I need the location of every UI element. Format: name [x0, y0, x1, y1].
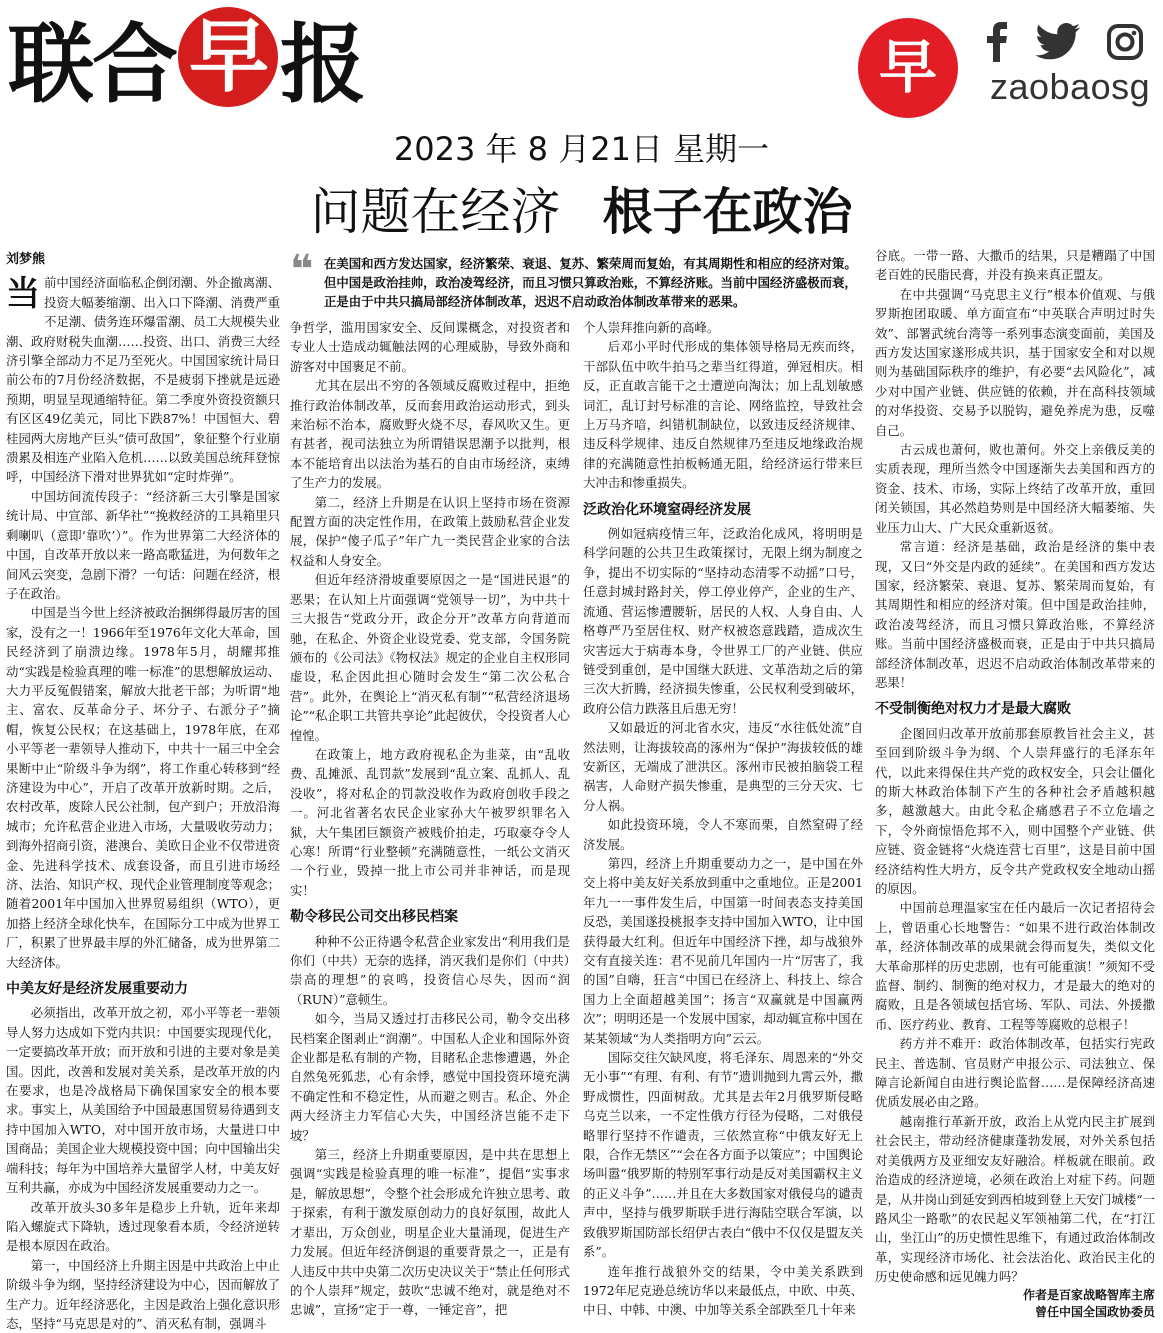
logo-part-a: 联合 — [8, 15, 176, 115]
article-column-1 — [6, 250, 280, 1331]
article-column-3 — [583, 318, 863, 1318]
paragraph: 尤其在层出不穷的各领域反腐败过程中，拒绝推行政治体制改革，反而套用政治运动形式，到头来治标不治本，腐败野火烧不尽，春风吹又生。更有甚者，视司法独立为所谓错误思潮予以批判，根本不能培育出以法治为基石的自由市场经济，束缚了生产力的发展。 — [290, 378, 570, 491]
social-handle[interactable]: zaobaosg — [990, 66, 1151, 107]
masthead — [0, 0, 1163, 120]
paragraph-text: 前中国经济面临私企倒闭潮、外企撤离潮、投资大幅萎缩潮、出入口下降潮、消费严重不足潮、债务连环爆雷潮、员工大规模失业潮、政府财税失血潮……投资、出口、消费三大经济引擎全部动力不足乃至死火。中国国家统计局日前公布的7月份经济数据，不是疲弱下挫就是远逊预期，明显呈现通缩特征。第二季度外资投资额只有区区49亿美元，同比下跌87%！中国恒大、碧桂园两大房地产巨头“债可敌国”，象征整个行业崩溃累及相连产业陷入危机……以致美国总统拜登惊呼，中国经济下滑对世界犹如“定时炸弹”。 — [6, 275, 280, 485]
paragraph: 中国前总理温家宝在任内最后一次记者招待会上，曾语重心长地警告：“如果不进行政治体制改革，经济体制改革的成果就会得而复失，类似文化大革命那样的历史悲剧，也有可能重演！”须知不受监督、制约、制衡的绝对权力，才是最大的绝对的腐败，且是各领域包括官场、军队、司法、外援撒币、医疗药业、教育、工程等等腐败的总根子！ — [875, 900, 1155, 1032]
paragraph: 第四，经济上升期重要动力之一，是中国在外交上将中美友好关系放到重中之重地位。正是2001年九一一事件发生后，中国第一时间表态支持美国反恐，美国遂投桃报李支持中国加入WTO，让中国获得最大红利。但近年中国经济下挫，却与战狼外交有直接关连：君不见前几年国内一片“厉害了，我的国”自嗨，狂言“中国已在经济上、科技上、综合国力上全面超越美国”；扬言“双赢就是中国赢两次”；明明还是一个发展中国家，却动辄宣称中国在某某领域“为人类指明方向”云云。 — [583, 855, 863, 1046]
paragraph: 谷底。一带一路、大撒币的结果，只是糟蹋了中国老百姓的民脂民膏，并没有换来真正盟友。 — [875, 248, 1155, 283]
paragraph: 例如冠病疫情三年，泛政治化成风，将明明是科学问题的公共卫生政策探讨，无限上纲为制度之争，提出不切实际的“坚持动态清零不动摇”口号，任意封城封路封关，停工停业停产，企业的生产、流通、营运惨遭腰斩，居民的人权、人身自由、人格尊严乃至居住权、财产权被恣意践踏，造成次生灾害远大于病毒本身，令世界工厂的产业链、供应链受到重创，是中国继大跃进、文革浩劫之后的第三次大折腾，经济损失惨重，公民权利受到破坏，政府公信力跌落且后患无穷！ — [583, 526, 863, 716]
headline-part-2: 根子在政治 — [602, 183, 853, 241]
section-heading: 勒令移民公司交出移民档案 — [290, 909, 458, 926]
paragraph: 药方并不难开：政治体制改革，包括实行宪政民主、普选制、官员财产申报公示、司法独立、保障言论新闻自由进行舆论监督……是保障经济高速优质发展必由之路。 — [875, 1036, 1155, 1110]
drop-cap: 当 — [6, 274, 40, 315]
article-column-2 — [290, 318, 570, 1318]
paragraph: 后邓小平时代形成的集体领导格局无疾而终，干部队伍中吹牛拍马之辈当红得道，弹冠相庆。相反，正直敢言能干之士遭逆向淘汰；加上乱划敏感词汇，乱订封号标准的言论、网络监控，导致社会上万马齐喑，纠错机制缺位，以致违反经济规律、违反科学规律、违反自然规律乃至违反地缘政治规律的充满随意性拍板畅通无阻，给经济运行带来巨大冲击和惨重损失。 — [583, 339, 863, 491]
paragraph: 但近年经济滑坡重要原因之一是“国进民退”的恶果；在认知上片面强调“党领导一切”，为中共十三大报告“党政分开，政企分开”改革方向背道而驰，在私企、外资企业设党委、党支部，令国务院颁布的《公司法》《物权法》规定的企业自主权形同虚设，私企因此担心随时会发生“第二次公私合营”。此外，在舆论上“消灭私有制”“私营经济退场论”“私企职工共管共享论”此起彼伏，令投资者人心惶惶。 — [290, 572, 570, 743]
paragraph: 第一，中国经济上升期主因是中共政治上中止阶级斗争为纲，坚持经济建设为中心，因而解放了生产力。近年经济恶化，主因是政治上强化意识形态，坚持“马克思是对的”、消灭私有制，强调斗 — [6, 1257, 280, 1331]
quote-mark-icon: ❝ — [290, 247, 314, 293]
author-bio-line: 作者是百家战略智库主席 — [1022, 1287, 1155, 1302]
paragraph — [6, 273, 280, 486]
paragraph: 种种不公正待遇令私营企业家发出“利用我们是你们（中共）无奈的选择，消灭我们是你们（中共）崇高的理想”的哀鸣，投资信心尽失，因而“润（RUN）”意顿生。 — [290, 933, 570, 1007]
publication-date: 2023 年 8 月21日 星期一 — [393, 130, 770, 168]
paragraph: 如此投资环境，令人不寒而栗，自然窒碍了经济发展。 — [583, 817, 863, 852]
paragraph: 个人崇拜推向新的高峰。 — [583, 320, 720, 335]
article-column-4 — [875, 246, 1155, 1319]
facebook-icon[interactable] — [985, 22, 1009, 66]
pull-quote — [290, 247, 862, 310]
author-name: 刘梦熊 — [6, 252, 46, 267]
paragraph: 中国坊间流传段子：“经济新三大引擎是国家统计局、中宣部、新华社”“挽救经济的工具箱里只剩喇叭（意即‘靠吹’）”。作为世界第二大经济体的中国，自改革开放以来一路高歌猛进，为何数年之间风云突变，急剧下滑？一句话：问题在经济，根子在政治。 — [6, 488, 280, 601]
paragraph: 在政策上，地方政府视私企为韭菜，由“乱收费、乱摊派、乱罚款”发展到“乱立案、乱抓人、乱没收”，将对私企的罚款没收作为政府创收手段之一。河北省著名农民企业家孙大午被罗织罪名入狱，大午集团巨额资产被贱价拍走，巧取豪夺令人心寒！所谓“行业整顿”充满随意性，一纸公文消灭一个行业，毁掉一批上市公司并非神话，而是现实！ — [290, 746, 570, 898]
author-bio-line: 曾任中国全国政协委员 — [1034, 1304, 1155, 1319]
paragraph: 争哲学，滥用国家安全、反间谍概念，对投资者和专业人士造成动辄触法网的心理威胁，导致外商和游客对中国裹足不前。 — [290, 320, 570, 374]
paragraph: 古云成也萧何，败也萧何。外交上亲俄反美的实质表现，理所当然令中国逐渐失去美国和西方的资金、技术、市场，实际上终结了改革开放，重回闭关锁国，其必然趋势则是中国经济大幅萎缩、失业压力山大、广大民众重新返贫。 — [875, 442, 1155, 535]
paragraph: 必须指出，改革开放之初，邓小平等老一辈领导人努力达成如下党内共识：中国要实现现代化，一定要搞改革开放；而开放和引进的主要对象是美国。因此，改善和发展对美关系，是改革开放的内在要求，也是冷战格局下确保国家安全的根本要求。事实上，从美国给予中国最惠国贸易待遇到支持中国加入WTO，对中国开放市场，大量进口中国商品；美国企业大规模投资中国；向中国输出尖端科技；每年为中国培养大量留学人材，中美友好互利共赢，亦成为中国经济发展重要动力之一。 — [6, 1005, 280, 1196]
section-heading: 中美友好是经济发展重要动力 — [6, 981, 188, 998]
social-icons — [985, 22, 1143, 66]
paragraph: 第二，经济上升期是在认识上坚持市场在资源配置方面的决定性作用，在政策上鼓励私营企业发展，保护“傻子瓜子”年广九一类民营企业家的合法权益和人身安全。 — [290, 494, 570, 568]
paragraph: 越南推行革新开放，政治上从党内民主扩展到社会民主，带动经济健康蓬勃发展，对外关系包括对美俄两方及亚细安友好融洽。样板就在眼前。政治造成的经济逆境，必须在政治上对症下药。问题是，从井岗山到延安到西柏坡到登上天安门城楼“一路风尘一路歌”的农民起义军领袖第二代，在“打江山，坐江山”的历史惯性思维下，有通过政治体制改革，实现经济市场化、社会法治化、政治民主化的历史使命感和远见魄力吗？ — [875, 1113, 1155, 1285]
twitter-icon[interactable] — [1035, 23, 1081, 65]
article-headline — [0, 172, 1163, 244]
paragraph: 连年推行战狼外交的结果，令中美关系跌到1972年尼克逊总统访华以来最低点，中欧、中英、中日、中韩、中澳、中加等关系全部跌至几十年来 — [583, 1263, 863, 1318]
pull-quote-text: 在美国和西方发达国家，经济繁荣、衰退、复苏、繁荣周而复始，有其周期性和相应的经济对策。但中国是政治挂帅，政治凌驾经济，而且习惯只算政治账，不算经济账。当前中国经济盛极而衰，正是由于中共只搞局部经济体制改革，迟迟不启动政治体制改革带来的恶果。 — [324, 256, 857, 310]
logo-part-b: 报 — [280, 15, 364, 115]
headline-part-1: 问题在经济 — [310, 183, 561, 241]
paragraph: 如今，当局又透过打击移民公司，勒令交出移民档案企图剥止“润潮”。中国私人企业和国际外资企业都是私有制的产物，目睹私企悲惨遭遇，外企自然兔死狐悲，心有余悸，感觉中国投资环境充满不确定性和不稳定性，从而避之则吉。私企、外企两大经济主力军信心大失，中国经济岂能不走下坡？ — [290, 1011, 570, 1143]
section-heading: 不受制衡绝对权力才是最大腐败 — [875, 701, 1071, 718]
paragraph: 又如最近的河北省水灾，违反“水往低处流”自然法则，让海拔较高的涿州为“保护”海拔较低的雄安新区，无端成了泄洪区。涿州市民被拍脑袋工程祸害，人命财产损失惨重，是典型的三分天灾、七分人祸。 — [583, 720, 863, 813]
logo-red-circle: 早 — [178, 7, 278, 107]
paragraph: 改革开放头30多年是稳步上升轨，近年来却陷入螺旋式下降轨，透过现象看本质，令经济逆转是根本原因在政治。 — [6, 1199, 280, 1254]
newspaper-logo[interactable] — [8, 2, 364, 115]
paragraph: 企图回归改革开放前那套原教旨社会主义，甚至回到阶级斗争为纲、个人崇拜盛行的毛泽东年代，以此来得保住共产党的政权安全，只会让僵化的斯大林政治体制下产生的各种社会矛盾越积越多，越激越大。由此令私企痛感君子不立危墙之下，令外商惊悟危邦不入，则中国整个产业链、供应链、资金链将“火烧连营七百里”，这是目前中国经济结构性大坍方，反令共产党政权安全地动山摇的原因。 — [875, 725, 1155, 896]
instagram-icon[interactable] — [1107, 24, 1143, 64]
author-bio — [875, 1287, 1155, 1321]
paragraph: 中国是当今世上经济被政治捆绑得最厉害的国家，没有之一！1966年至1976年文化大革命，国民经济到了崩溃边缘。1978年5月，胡耀邦推动“实践是检验真理的唯一标准”的思想解放运动、大力平反冤假错案，解放大批老干部；为听谓“地主、富农、反革命分子、坏分子、右派分子”摘帽，恢复公民权；在这基础上，1978年底，在邓小平等老一辈领导人推动下，中共十一届三中全会果断中止“阶级斗争为纲”，将工作重心转移到“经济建设为中心”，开启了改革开放新时期。之后，农村改革，废除人民公社制，包产到户；开放沿海城市；允许私营企业进入市场，大量吸收劳动力；到海外招商引资，港澳台、美欧日企业不仅带进资金、先进科学技术、成套设备，而且引进市场经济、法治、知识产权、现代企业管理制度等观念；随着2001年中国加入世界贸易组织（WTO），更加搭上经济全球化快车，在国际分工中成为世界工厂，积累了世界最丰厚的外汇储备，成为世界第二大经济体。 — [6, 605, 280, 970]
brand-circle-icon[interactable]: 早 — [858, 18, 958, 118]
paragraph: 在中共强调“马克思主义行”根本价值观、与俄罗斯抱团取暖、单方面宣布“中英联合声明过时失效”、部署武统台湾等一系列事态演变面前，美国及西方发达国家遂形成共识，基于国家安全和对以规则为基础国际秩序的维护，有必要“去风险化”，减少对中国产业链、供应链的依赖，并在高科技领域的对华投资、交易予以脱钩，避免养虎为患，反噬自己。 — [875, 286, 1155, 438]
section-heading: 泛政治化环境窒碍经济发展 — [583, 501, 751, 518]
paragraph: 第三，经济上升期重要原因，是中共在思想上强调“实践是检验真理的唯一标准”，提倡“实事求是，解放思想”，令整个社会形成允许独立思考、敢于探索，有利于激发原创动力的良好氛围，故此人才辈出，万众创业，明星企业大量涌现，促进生产力发展。但近年经济倒退的重要背景之一，正是有人违反中共中央第二次历史决议关于“禁止任何形式的个人崇拜”规定，鼓吹“忠诚不绝对，就是绝对不忠诚”，宣扬“定于一尊，一锤定音”，把 — [290, 1147, 570, 1318]
paragraph: 国际交往欠缺风度，将毛泽东、周恩来的“外交无小事”“有理、有利、有节”遗训抛到九霄云外，撒野成惯性，四面树敌。尤其是去年2月俄罗斯侵略乌克兰以来，一不定性俄方行径为侵略，二对俄侵略罪行坚持不作谴责，三依然宣称“中俄友好无上限，合作无禁区”“会在各方面予以策应”；中国舆论场叫嚣“俄罗斯的特别军事行动是反对美国霸权主义的正义斗争”……并且在大多数国家对俄侵乌的谴责声中，坚持与俄罗斯联手进行海陆空联合军演，以致俄罗斯国防部长绍伊古表白“俄中不仅仅是盟友关系”。 — [583, 1050, 863, 1260]
paragraph: 常言道：经济是基础，政治是经济的集中表现，又曰“外交是内政的延续”。在美国和西方发达国家，经济繁荣、衰退、复苏、繁荣周而复始，有其周期性和相应的经济对策。但中国是政治挂帅，政治凌驾经济，而且习惯只算政治账，不算经济账。当前中国经济盛极而衰，正是由于中共只搞局部经济体制改革，迟迟不启动政治体制改革带来的恶果！ — [875, 539, 1155, 690]
